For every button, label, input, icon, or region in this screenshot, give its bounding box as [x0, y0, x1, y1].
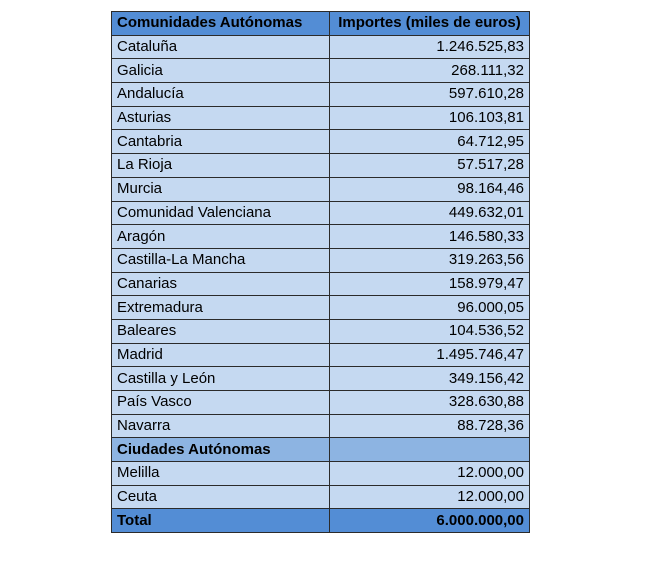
name-cell: Madrid: [112, 343, 330, 367]
amount-cell: 597.610,28: [330, 83, 530, 107]
name-cell: Ceuta: [112, 485, 330, 509]
table-row: [112, 59, 530, 83]
amount-cell: 328.630,88: [330, 391, 530, 415]
table-row: [112, 343, 530, 367]
table-row: [112, 35, 530, 59]
amount-cell: 1.246.525,83: [330, 35, 530, 59]
empty-cell: [330, 438, 530, 462]
table-row: [112, 248, 530, 272]
section-row: [112, 438, 530, 462]
amount-cell: 349.156,42: [330, 367, 530, 391]
name-cell: Cataluña: [112, 35, 330, 59]
total-row: [112, 509, 530, 533]
name-cell: Castilla-La Mancha: [112, 248, 330, 272]
table-row: [112, 462, 530, 486]
table-row: [112, 225, 530, 249]
name-cell: Extremadura: [112, 296, 330, 320]
name-cell: La Rioja: [112, 154, 330, 178]
amount-cell: 104.536,52: [330, 319, 530, 343]
budget-table: [111, 11, 530, 533]
table-row: [112, 83, 530, 107]
name-cell: Ciudades Autónomas: [112, 438, 330, 462]
name-cell: Andalucía: [112, 83, 330, 107]
header-amounts-cell: Importes (miles de euros): [330, 12, 530, 36]
table-row: [112, 391, 530, 415]
table-row: [112, 485, 530, 509]
name-cell: Murcia: [112, 177, 330, 201]
amount-cell: 98.164,46: [330, 177, 530, 201]
name-cell: País Vasco: [112, 391, 330, 415]
amount-cell: 106.103,81: [330, 106, 530, 130]
name-cell: Comunidad Valenciana: [112, 201, 330, 225]
name-cell: Baleares: [112, 319, 330, 343]
amount-cell: 449.632,01: [330, 201, 530, 225]
name-cell: Cantabria: [112, 130, 330, 154]
total-amount-cell: 6.000.000,00: [330, 509, 530, 533]
table-row: [112, 106, 530, 130]
name-cell: Galicia: [112, 59, 330, 83]
table-row: [112, 177, 530, 201]
name-cell: Melilla: [112, 462, 330, 486]
table-row: [112, 319, 530, 343]
name-cell: Canarias: [112, 272, 330, 296]
name-cell: Castilla y León: [112, 367, 330, 391]
name-cell: Navarra: [112, 414, 330, 438]
name-cell: Aragón: [112, 225, 330, 249]
table-row: [112, 367, 530, 391]
table-row: [112, 201, 530, 225]
table-row: [112, 296, 530, 320]
amount-cell: 268.111,32: [330, 59, 530, 83]
amount-cell: 319.263,56: [330, 248, 530, 272]
table-row: [112, 154, 530, 178]
amount-cell: 64.712,95: [330, 130, 530, 154]
name-cell: Asturias: [112, 106, 330, 130]
amount-cell: 158.979,47: [330, 272, 530, 296]
table-body: [112, 12, 530, 533]
table-row: [112, 414, 530, 438]
amount-cell: 12.000,00: [330, 462, 530, 486]
amount-cell: 96.000,05: [330, 296, 530, 320]
header-communities-cell: Comunidades Autónomas: [112, 12, 330, 36]
header-row: [112, 12, 530, 36]
table-row: [112, 272, 530, 296]
amount-cell: 1.495.746,47: [330, 343, 530, 367]
amount-cell: 146.580,33: [330, 225, 530, 249]
name-cell: Total: [112, 509, 330, 533]
table-row: [112, 130, 530, 154]
amount-cell: 57.517,28: [330, 154, 530, 178]
amount-cell: 88.728,36: [330, 414, 530, 438]
amount-cell: 12.000,00: [330, 485, 530, 509]
